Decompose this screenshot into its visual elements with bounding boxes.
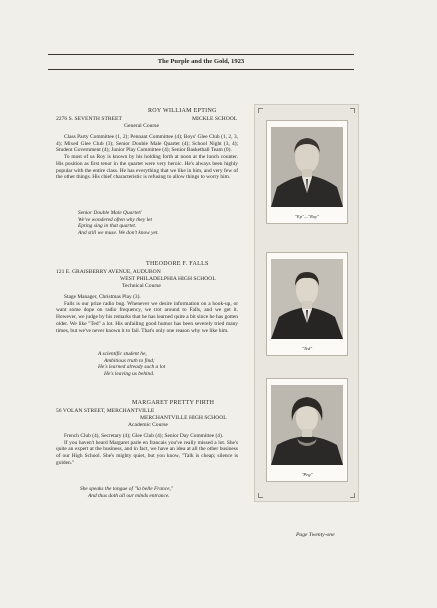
student-bio — [56, 134, 238, 181]
verse-line: Senior Double Male Quartet! — [78, 210, 142, 216]
bio-activities: Class Party Committee (1, 2); Pennant Committee (4); Boys' Glee Club (1, 2, 3, 4); Mixed Glee Club (3); Senior Double Male Quartet (4); School Night (3, 4); Student Government (4); Junior Play Committee (4); Senior Basketball Team (0). — [56, 134, 238, 154]
mount-corner-mark — [350, 493, 355, 498]
student-address: 56 VOLAN STREET, MERCHANTVILLE — [56, 408, 155, 414]
bio-paragraph: Falls is our prize radio bug. Whenever we desire information on a hook-up, or want some dope on radio frequency, we trot around to Falls, and we get it. However, we judge by his remarks that he has learned quite a bit since he has gotten older. We like "Ted" a lot. His unfailing good humor has been severely tried many times, but we've never known it to fail. That's only one reason why we like him. — [56, 300, 238, 334]
header-rule-bottom — [48, 69, 354, 70]
portrait-frame — [266, 120, 348, 224]
student-verse — [98, 351, 165, 377]
portrait-frame — [266, 252, 348, 356]
verse-line: He's leaving us behind. — [104, 370, 155, 377]
verse-line: And still we muse. We don't know yet. — [78, 229, 159, 236]
bio-activities: Stage Manager, Christmas Play (3). — [64, 294, 141, 300]
portrait-caption: "Ep"—"Roy" — [294, 214, 320, 219]
bio-paragraph: To most of us Roy is known by his holding forth at noon at the lunch counter. His position as first tenor in the quartet were very heroic. He's always been highly popular with the entire class. He has everything that we like in him, and very few of the other things. His chief characteristic is refusing to allow things to worry him. — [56, 154, 238, 181]
mount-corner-mark — [350, 108, 355, 113]
verse-line: We've wondered often why they let — [78, 216, 152, 223]
verse-line: He's learned already such a lot — [98, 364, 166, 371]
portrait-photo — [271, 259, 343, 339]
student-bio — [56, 294, 238, 334]
student-name: THEODORE F. FALLS — [146, 261, 209, 267]
student-address: 2276 S. SEVENTH STREET — [56, 116, 122, 122]
student-name: ROY WILLIAM EPTING — [148, 108, 217, 114]
student-school: MICKLE SCHOOL — [192, 116, 238, 122]
portrait-caption: "Ted" — [301, 346, 313, 351]
student-bio — [56, 433, 238, 467]
page-number: Page Twenty-one — [296, 532, 335, 538]
portrait-frame — [266, 378, 348, 482]
header-rule-top — [48, 54, 354, 55]
verse-line: A scientific student he, — [98, 351, 147, 357]
portrait-caption: "Peg" — [301, 472, 313, 477]
verse-line: Ambitious truth to find; — [104, 357, 155, 364]
verse-line: Epting sing in that quartet. — [78, 223, 137, 230]
bio-paragraph: If you haven't heard Margaret parle en francais you've really missed a lot. She's quite an expert at the business, and in fact, we have an idea at all the other business of our High School. She's mighty quiet, but you know, "Talk is cheap; silence is golden." — [56, 439, 238, 466]
student-school: MERCHANTVILLE HIGH SCHOOL — [140, 415, 227, 421]
student-verse — [78, 210, 159, 236]
student-course: Technical Course — [122, 283, 161, 289]
page-header: The Purple and the Gold, 1923 — [157, 58, 245, 65]
student-name: MARGARET PRETTY FIRTH — [132, 400, 215, 406]
mount-corner-mark — [258, 493, 263, 498]
verse-line: She speaks the tongue of "la belle France," — [80, 486, 174, 492]
student-course: Academic Course — [128, 422, 168, 428]
student-verse — [80, 486, 173, 499]
mount-corner-mark — [258, 108, 263, 113]
bio-activities: French Club (4), Secretary (4); Glee Club (4); Senior Day Committee (4). — [64, 433, 224, 439]
student-course: General Course — [124, 123, 159, 129]
student-school: WEST PHILADELPHIA HIGH SCHOOL — [120, 276, 216, 282]
verse-line: And thus doth all our minds entrance. — [88, 492, 170, 499]
portrait-photo — [271, 385, 343, 465]
student-address: 121 E. GRAISBERRY AVENUE, AUDUBON — [56, 269, 161, 275]
portrait-photo — [271, 127, 343, 207]
